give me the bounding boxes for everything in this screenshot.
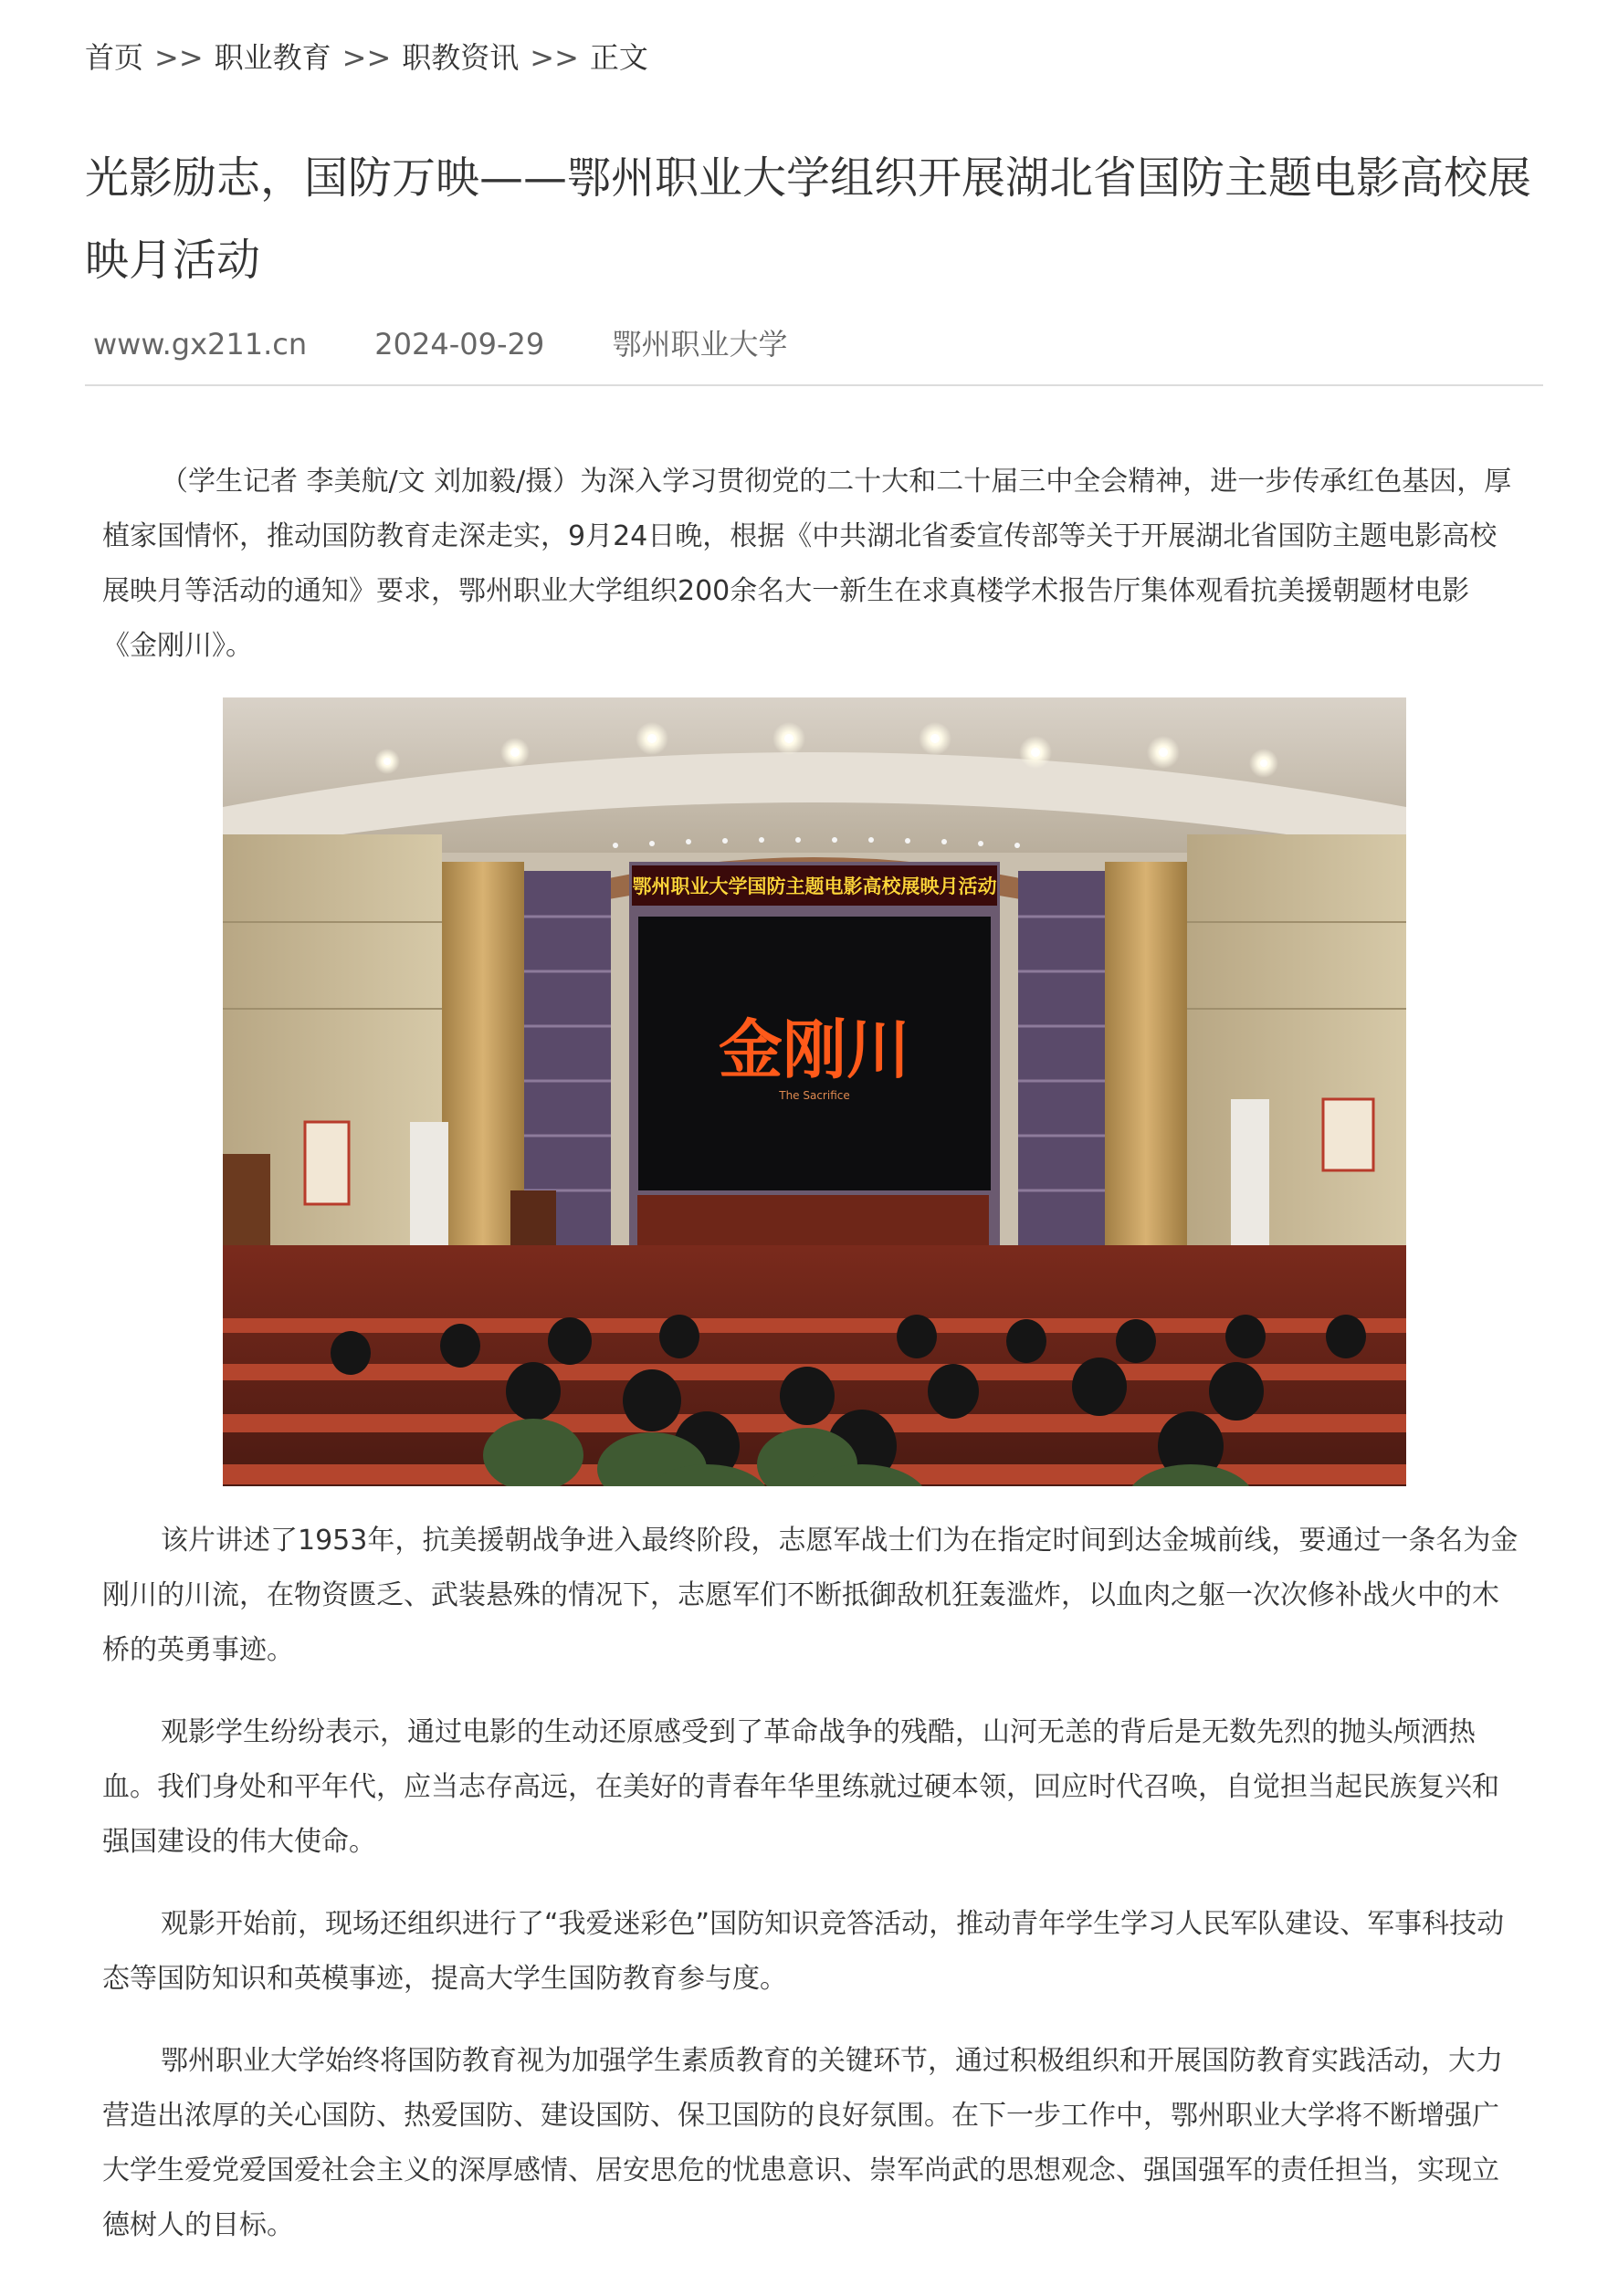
article-photo: [223, 697, 1406, 1486]
breadcrumb-vocational-education-link[interactable]: 职业教育: [214, 40, 331, 75]
article-paragraph-4: 观影开始前，现场还组织进行了“我爱迷彩色”国防知识竞答活动，推动青年学生学习人民军队建设、军事科技动态等国防知识和英模事迹，提高大学生国防教育参与度。: [102, 1908, 1505, 1995]
breadcrumb-current: 正文: [589, 40, 648, 75]
breadcrumb-separator: >>: [154, 40, 204, 75]
photo-banner-text: 鄂州职业大学国防主题电影高校展映月活动: [632, 875, 997, 897]
article-paragraph-3: 观影学生纷纷表示，通过电影的生动还原感受到了革命战争的残酷，山河无恙的背后是无数先烈的抛头颅洒热血。我们身处和平年代，应当志存高远，在美好的青春年华里练就过硬本领，回应时代召唤，自觉担当起民族复兴和强国建设的伟大使命。: [102, 1716, 1499, 1858]
article-publisher: 鄂州职业大学: [612, 327, 788, 362]
breadcrumb-separator: >>: [530, 40, 579, 75]
breadcrumb-separator: >>: [342, 40, 392, 75]
photo-screen-subtitle: The Sacrifice: [779, 1089, 850, 1102]
title-divider: [85, 384, 1543, 386]
article-date: 2024-09-29: [374, 327, 545, 362]
article-paragraph-5: 鄂州职业大学始终将国防教育视为加强学生素质教育的关键环节，通过积极组织和开展国防教育实践活动，大力营造出浓厚的关心国防、热爱国防、建设国防、保卫国防的良好氛围。在下一步工作中，鄂州职业大学将不断增强广大学生爱党爱国爱社会主义的深厚感情、居安思危的忧患意识、崇军尚武的思想观念、强国强军的责任担当，实现立德树人的目标。: [102, 2045, 1503, 2241]
article-paragraph-1: （学生记者 李美航/文 刘加毅/摄）为深入学习贯彻党的二十大和二十届三中全会精神，进一步传承红色基因，厚植家国情怀，推动国防教育走深走实，9月24日晚，根据《中共湖北省委宣传部等关于开展湖北省国防主题电影高校展映月等活动的通知》要求，鄂州职业大学组织200余名大一新生在求真楼学术报告厅集体观看抗美援朝题材电影《金刚川》。: [102, 466, 1512, 662]
breadcrumb: [85, 35, 648, 77]
article-paragraph-2: 该片讲述了1953年，抗美援朝战争进入最终阶段，志愿军战士们为在指定时间到达金城前线，要通过一条名为金刚川的川流，在物资匮乏、武装悬殊的情况下，志愿军们不断抵御敌机狂轰滥炸，以血肉之躯一次次修补战火中的木桥的英勇事迹。: [102, 1525, 1519, 1666]
breadcrumb-vocational-news-link[interactable]: 职教资讯: [402, 40, 520, 75]
article-meta: [93, 321, 846, 363]
article-title: 光影励志，国防万映——鄂州职业大学组织开展湖北省国防主题电影高校展映月活动: [85, 152, 1532, 286]
breadcrumb-home-link[interactable]: 首页: [85, 40, 144, 75]
article-source: www.gx211.cn: [93, 327, 308, 362]
photo-screen-title: 金刚川: [719, 1012, 910, 1087]
